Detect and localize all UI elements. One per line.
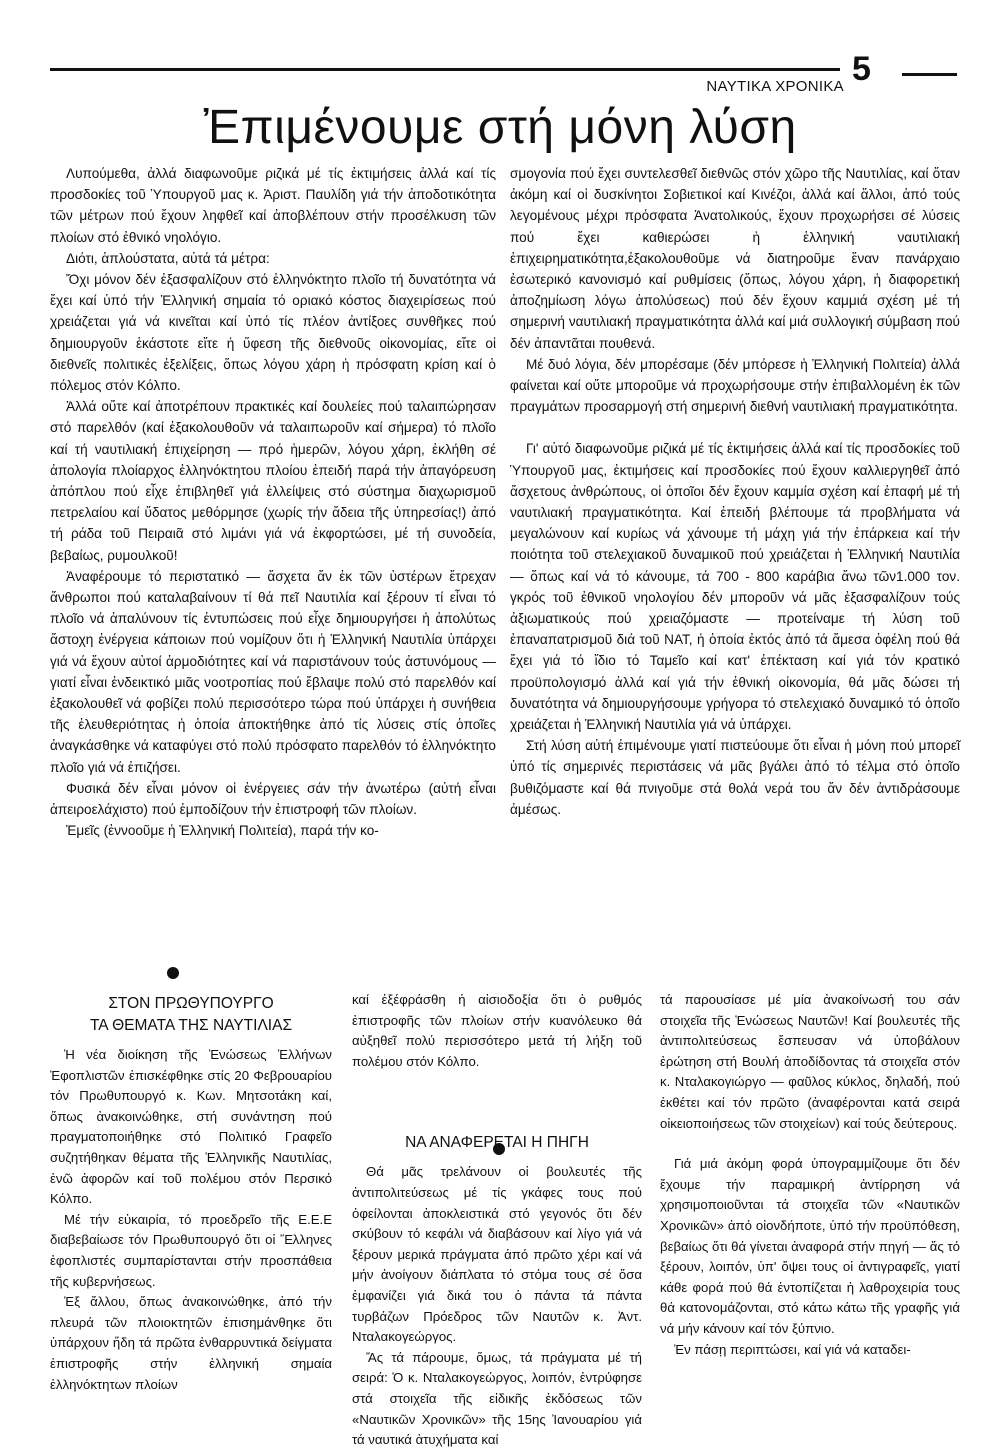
header-rule-left [50,68,840,71]
paragraph: Στή λύση αὐτή ἐπιμένουμε γιατί πιστεύουμε ὅτι εἶναι ἡ μόνη πού μπορεῖ ὑπό τίς σημερινές περιστάσεις νά μᾶς βγάλει ἀπό τό τέλμα στό ὁποῖο βυθιζόμαστε καί θά πνιγοῦμε στά θολά νερά του ἄν δέν ἀντιδράσουμε ἀμέσως. [510,738,960,817]
paragraph: Ὄχι μόνον δέν ἐξασφαλίζουν στό ἑλληνόκτητο πλοῖο τή δυνατότητα νά ἔχει καί ὑπό τήν Ἑλληνική σημαία τό οριακό κόστος διαχειρίσεως πού χρειάζεται γιά νά κινεῖται καί ὑπό τίς πλέον ἀντίξοες συνθῆκες πού δημιουργοῦν ἑκάστοτε εἴτε ἡ ὕφεση τῆς διεθνοῦς οἰκονομίας, εἴτε οἱ διεθνεῖς πολιτικές ἐξελίξεις, ὅπως λόγου χάρη ἡ πρόσφατη κρίση καί ὁ πόλεμος στόν Κόλπο. [50,272,496,394]
paragraph: Θά μᾶς τρελάνουν οἱ βουλευτές τῆς ἀντιπολιτεύσεως μέ τίς γκάφες τους πού ὀφείλονται ἀποκλειστικά στό γεγονός ὅτι δέν σκύβουν τό κεφάλι νά διαβάσουν καί λίγο γιά νά ξέρουν μερικά πράγματα ἀπό πρῶτο χέρι καί νά μήν ἀνοίγουν διάπλατα τό στόμα τους σέ ὅσα ἐμφανίζει γιά δικά του ὁ πάντα τά πάντα τυρβάζων Πρόεδρος τῶν Ναυτῶν κ. Ἀντ. Νταλακογεώργος. [352,1164,642,1345]
magazine-name: ΝΑΥΤΙΚΑ ΧΡΟΝΙΚΑ [706,78,844,95]
paragraph: σμογονία πού ἔχει συντελεσθεῖ διεθνῶς στόν χῶρο τῆς Ναυτιλίας, καί ὅταν ἀκόμη καί οἱ δυσκίνητοι Σοβιετικοί καί Κινέζοι, ἀλλά καί ἄλλοι, ἀπό τούς λεγομένους μέχρι πρόσφατα Ἀνατολικούς, ἔχουν προχωρήσει σέ λύσεις πού ἔχει καθιερώσει ἡ ἑλληνική ναυτιλιακή ἐπιχειρηματικότητα,ἐξακολουθοῦμε νά διατηροῦμε ἕναν πανάρχαιο ἐσωτερικό κανονισμό καί ρυθμίσεις (ὅπως, λόγου χάρη, ἡ διαφορετική ἀποζημίωση λόγω ἀπολύσεως) πού δέν ἔχουν καμμιά σχέση μέ τή σημερινή ναυτιλιακή πραγματικότητα ἀλλά καί μιά συλλογική σύμβαση πού δέν ἀπαντᾶται πουθενά. [510,166,960,351]
header-rule-right [902,73,957,76]
brief-title-line: ΣΤΟΝ ΠΡΩΘΥΠΟΥΡΓΟ [108,995,274,1012]
paragraph: Ἐμεῖς (ἐννοοῦμε ἡ Ἑλληνική Πολιτεία), παρά τήν κο- [66,823,379,839]
brief-title [50,993,332,1037]
brief-title: ΝΑ ΑΝΑΦΕΡΕΤΑΙ Η ΠΗΓΗ [405,1134,589,1152]
bullet-separator-dot [167,967,179,979]
paragraph: Ἀναφέρουμε τό περιστατικό — ἄσχετα ἄν ἐκ τῶν ὑστέρων ἔτρεχαν ἄνθρωποι πού καταλαβαίνουν τί θά πεῖ Ναυτιλία καί ξέρουν τί εἶναι τό πλοῖο νά ἀπαλύνουν τίς ἐντυπώσεις πού εἶχε δημιουργήσει ἡ ἀπολύτως ἄστοχη ἐνέργεια κάποιων πού νομίζουν ὅτι ἡ Ἑλληνική Ναυτιλία ὑπάρχει γιά νά ἔχουν αὐτοί ἁρμοδιότητες καί νά παριστάνουν τούς ἀστυνόμους — γιατί εἶναι ἐνδεικτικό μιᾶς νοοτροπίας πού ἔβλαψε πολύ στό παρελθόν καί ἐξακολουθεῖ νά φοβίζει πολύ περισσότερο τώρα πού ὑπάρχει ἡ συνήθεια τῆς ἐλευθεριότητας ἡ ὁποία ἀποκτήθηκε ἀπό τίς λύσεις στίς ὁποῖες ἀναγκάσθηκε νά καταφύγει στό πολύ πρόσφατο παρελθόν τό ἑλληνόκτητο πλοῖο γιά νά ἐπιζήσει. [50,568,496,775]
paragraph: Ἄς τά πάρουμε, ὅμως, τά πράγματα μέ τή σειρά: Ὁ κ. Νταλακογεώργος, λοιπόν, ἐντρύφησε στά στοιχεῖα τῆς εἰδικῆς ἐκδόσεως τῶν «Ναυτικῶν Χρονικῶν» τῆς 15ης Ἰανουαρίου γιά τά ναυτικά ἀτυχήματα καί [352,1349,642,1448]
paragraph: Ἡ νέα διοίκηση τῆς Ἑνώσεως Ἑλλήνων Ἐφοπλιστῶν ἐπισκέφθηκε στίς 20 Φεβρουαρίου τόν Πρωθυπουργό κ. Κων. Μητσοτάκη καί, ὅπως ἀνακοινώθηκε, στή συνάντηση πού πραγματοποιήθηκε στό Πολιτικό Γραφεῖο συζητήθηκαν θέματα τῆς Ἑλληνικῆς Ναυτιλίας, ἐνῶ ἀφορῶν καί τοῦ πολέμου στόν Περσικό Κόλπο. [50,1047,332,1207]
paragraph: Φυσικά δέν εἶναι μόνον οἱ ἐνέργειες σάν τήν ἀνωτέρω (αὐτή εἶναι ἀπειροελάχιστο) πού ἐμποδίζουν τήν ἐπιστροφή τῶν πλοίων. [50,780,496,818]
paragraph: Μέ δυό λόγια, δέν μπορέσαμε (δέν μπόρεσε ἡ Ἑλληνική Πολιτεία) ἀλλά φαίνεται καί οὔτε μποροῦμε νά προχωρήσουμε στήν ἐπιβαλλομένη ἐκ τῶν πραγμάτων προσαρμογή στή σημερινή διεθνή ναυτιλιακή πραγματικότητα. [510,356,960,415]
article-right-column [510,163,960,820]
paragraph: Γι' αὐτό διαφωνοῦμε ριζικά μέ τίς ἐκτιμήσεις ἀλλά καί τίς προσδοκίες τοῦ Ὑπουργοῦ μας, ἐκτιμήσεις καί προσδοκίες πού ἔχουν καλλιεργηθεῖ ἀπό ἄσχετους ἀνθρώπους, οἱ ὁποῖοι δέν ἔχουν καμμία σχέση καί ἐπαφή μέ τή ναυτιλιακή πραγματικότητα. Καί ἐπειδή βλέπουμε τά προβλήματα νά μεγαλώνουν καί κυρίως νά χάνουμε τή μάχη γιά τήν ἐπάρκεια καί τήν ποιότητα τοῦ στελεχιακοῦ δυναμικοῦ πού χρειάζεται ἡ Ἑλληνική Ναυτιλία — ὅπως καί νά τό κάνουμε, τά 700 - 800 καράβια ἄνω τῶν1.000 τον. γκρός τοῦ ἐθνικοῦ νηολογίου δέν μποροῦν νά μᾶς ἐξασφαλίζουν τούς ἀξιωματικούς πού χρειαζόμαστε — προτείναμε τή λύση τοῦ ἐπαναπατρισμοῦ διά τοῦ ΝΑΤ, ἡ ὁποία ἐκτός ἀπό τά ἄμεσα ὀφέλη πού θά ἔχει γιά τό ἴδιο τό Ταμεῖο καί κατ' ἐπέκταση καί γιά τόν κρατικό προϋπολογισμό ἀλλά καί γιά τήν ἐθνική οἰκονομία, θά μᾶς δώσει τή δυνατότητα νά δημιουργήσουμε γρήγορα τό στελεχιακό δυναμικό τό ὁποῖο χρειάζεται ἡ Ἑλληνική Ναυτιλία γιά νά ὑπάρχει. [510,441,960,733]
brief-middle-column [352,990,642,1451]
paragraph: Μέ τήν εὐκαιρία, τό προεδρεῖο τῆς Ε.Ε.Ε διαβεβαίωσε τόν Πρωθυπουργό ὅτι οἱ Ἕλληνες ἐφοπλιστές συμπαρίστανται στήν προσπάθεια τῆς κυβερνήσεως. [50,1211,332,1289]
paragraph: Ἀλλά οὔτε καί ἀποτρέπουν πρακτικές καί δουλείες πού ταλαιπώρησαν στό παρελθόν (καί ἐξακολουθοῦν νά ταλαιπωροῦν καί σήμερα) τό πλοῖο καί τή ναυτιλιακή ἐπιχείρηση — πρό ἡμερῶν, λόγου χάρη, ἐκλήθη σέ ἀπολογία πλοίαρχος ἑλληνόκτητου πλοίου ἐπειδή παρά τήν ἀπαγόρευση ἀπόπλου πού εἶχε ἐπιβληθεῖ γιά ἐλλείψεις στό σύστημα διαχωρισμοῦ πετρελαίου καί ὕδατος μεθόρμησε (χωρίς τήν ἄδεια τῆς ὑπηρεσίας!) ἀπό τή ράδα τοῦ Πειραιᾶ στό λιμάνι γιά νά ἐκφορτώσει, μέ τή συνοδεία, βεβαίως, ρυμουλκοῦ! [50,399,496,563]
article-title: Ἐπιμένουμε στή μόνη λύση [203,101,797,154]
paragraph: τά παρουσίασε μέ μία ἀνακοίνωσή του σάν στοιχεῖα τῆς Ἑνώσεως Ναυτῶν! Καί βουλευτές τῆς ἀντιπολιτεύσεως ἔσπευσαν νά ὑποβάλουν ἐρώτηση στή Βουλή ἀποδίδοντας τά στοιχεῖα στόν κ. Νταλακογιώργο — φαῦλος κύκλος, δηλαδή, πού ἐκθέτει καί τόν πρῶτο (ἀναφέρονται κατά σειρά οἰκειοποιήσεως τῶν στοιχείων) καί τούς δεύτερους. [660,992,960,1131]
brief-right-column [660,990,960,1360]
article-left-column [50,163,496,842]
paragraph: Γιά μιά ἀκόμη φορά ὑπογραμμίζουμε ὅτι δέν ἔχουμε τήν παραμικρή ἀντίρρηση νά χρησιμοποιοῦνται τά στοιχεῖα τῶν «Ναυτικῶν Χρονικῶν» ἀπό οἰονδήποτε, ὑπό τήν προϋπόθεση, βεβαίως ὅτι θά γίνεται ἀναφορά στήν πηγή — ἄς τό ξέρουν, λοιπόν, ὑπ' ὄψει τους οἱ ἀντιγραφεῖς, γιατί κάθε φορά πού θά ἐντοπίζεται ἡ λαθροχειρία τους θά κατονομάζονται, στό κάτω κάτω τῆς γραφῆς γιά νά μήν κάνουν καί τόν ξύπνιο. [660,1156,960,1336]
paragraph: Ἐν πάσῃ περιπτώσει, καί γιά νά καταδει- [674,1341,911,1357]
paragraph: Λυπούμεθα, ἀλλά διαφωνοῦμε ριζικά μέ τίς ἐκτιμήσεις ἀλλά καί τίς προσδοκίες τοῦ Ὑπουργοῦ μας κ. Ἀριστ. Παυλίδη γιά τήν ἀποδοτικότητα τῶν μέτρων πού ἔχουν ληφθεῖ καί ἀποβλέπουν στήν προσέλκυση τῶν πλοίων στό ἐθνικό νηολόγιο. [50,166,496,245]
brief-title-line: ΤΑ ΘΕΜΑΤΑ ΤΗΣ ΝΑΥΤΙΛΙΑΣ [89,1017,293,1034]
page-number: 5 [852,50,871,88]
brief-prime-minister [50,993,332,1395]
paragraph: Ἐξ ἄλλου, ὅπως ἀνακοινώθηκε, ἀπό τήν πλευρά τῶν πλοιοκτητῶν ἐπισημάνθηκε ὅτι ὑπάρχουν ἤδη τά πρῶτα ἐνθαρρυντικά δείγματα ἐπιστροφῆς στήν ἑλληνική σημαία ἑλληνόκτητων πλοίων [50,1294,332,1392]
paragraph: καί ἐξέφράσθη ἡ αἰσιοδοξία ὅτι ὁ ρυθμός ἐπιστροφῆς τῶν πλοίων στήν κυανόλευκο θά αὐξηθεῖ πολύ περισσότερο μετά τή λήξη τοῦ πολέμου στόν Κόλπο. [352,992,642,1069]
paragraph: Διότι, ἁπλούστατα, αὐτά τά μέτρα: [66,250,270,266]
